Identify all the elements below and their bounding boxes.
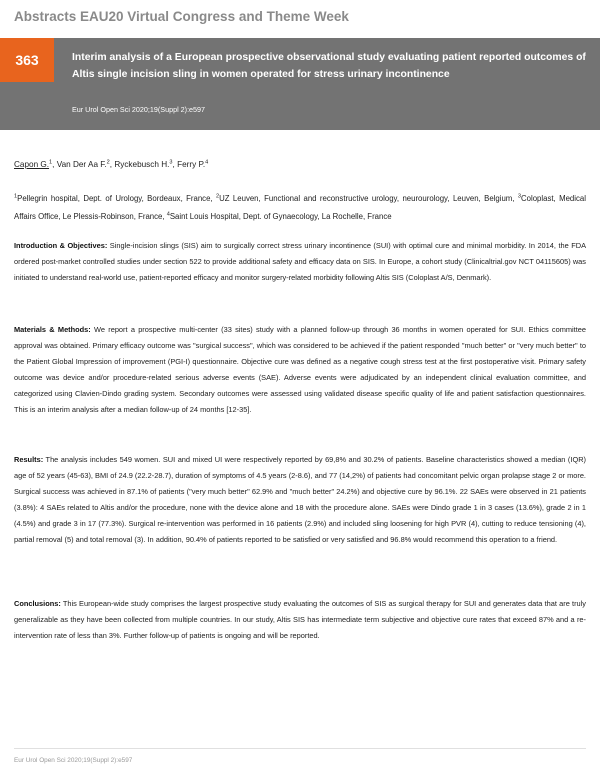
author-sup: 4 [205,159,209,166]
footer-citation: Eur Urol Open Sci 2020;19(Suppl 2):e597 [14,757,133,764]
section-text: This European-wide study comprises the largest prospective study evaluating the outcomes of SIS as surgical therapy for SUI and generates data that are truly generalizable as they have been collected from multiple countries. In our study, Altis SIS has intermediate term subjective and objective cure rates that exceed 87% and a re-intervention rate of less than 3%. Further follow-up of patients is ongoing and will be reported. [14,599,586,640]
abstract-title: Interim analysis of a European prospective observational study evaluating patient reported outcomes of Altis single incision sling in women operated for stress urinary incontinence [72,52,586,80]
section-text: We report a prospective multi-center (33 sites) study with a planned follow-up through 36 months in women operated for SUI. Ethics committee approval was obtained. Primary efficacy outcome was "surgical success", which was considered to be achieved if the patient responded "much better" or "very much better" to the Patient Global Impression of improvement (PGI-I) questionnaire. Objective cure was defined as a negative cough stress test at the first postoperative visit. Primary safety outcome was device and/or procedure-related serious adverse events (SAE). Adverse events were adjudicated by an independent clinical evaluation committee, and categorized using Clavien-Dindo grading system. Secondary outcomes were assessed using validated disease specific quality of life and patient satisfaction questionnaires. This is an interim analysis after a median follow-up of 24 months [12-35]. [14,325,586,414]
section-results [14,452,586,548]
section-text: The analysis includes 549 women. SUI and mixed UI were respectively reported by 69,8% and 30.2% of patients. Baseline characteristics showed a median (IQR) age of 52 years (45-63), BMI of 24.9 (22.2-28.7), duration of symptoms of 4.5 years (2-8.6), and 77 (14,2%) of patients had concomitant pelvic organ prolapse stage 2 or more. Surgical success was achieved in 87.1% of patients ("very much better" 62.9% and "much better" 24.2%) and objective cure by 96.1%. 22 SAEs were observed in 21 patients (3.8%): 4 SAEs related to Altis and/or the procedure, none with the device alone and 18 with the procedure alone. SAEs were Dindo grade 1 in 3 cases (13.6%), grade 2 in 1 (4.5%) and grade 3 in 17 (77.3%). Surgical re-intervention was performed in 16 patients (2.9%) and included sling loosening for high PVR (4), cutting to reduce tensioning (4), partial removal (5) and total removal (3). In addition, 90.4% of patients reported to be satisfied or very satisfied and 96.8% would recommend this operation to a friend. [14,455,586,544]
section-heading: Conclusions: [14,599,61,608]
footer-divider [14,748,586,749]
section-introduction [14,238,586,286]
abstract-citation: Eur Urol Open Sci 2020;19(Suppl 2):e597 [72,105,206,114]
affiliation-sup: 4 [166,211,170,218]
section-heading: Introduction & Objectives: [14,241,108,250]
section-heading: Materials & Methods: [14,325,91,334]
affiliation-sup: 2 [216,193,220,200]
affiliations [14,190,586,226]
affiliation-text: Pellegrin hospital, Dept. of Urology, Bordeaux, France, [17,194,216,203]
author-name: Ferry P. [177,160,206,169]
congress-title: Abstracts EAU20 Virtual Congress and Theme Week [14,9,349,24]
section-heading: Results: [14,455,44,464]
author-name: Van Der Aa F. [56,160,107,169]
section-methods [14,322,586,418]
affiliation-sup: 3 [517,193,522,200]
section-text: Single-incision slings (SIS) aim to surgically correct stress urinary incontinence (SUI) with optimal cure and minimal morbidity. In 2014, the FDA ordered post-market controlled studies under section 522 to provide additional safety and efficacy data on SIS. In Europe, a cohort study (Clinicaltrial.gov NCT 04115605) was initiated to understand real-world use, patient-reported efficacy and monitor surgery-related morbidity following Altis SIS (Coloplast A/S, Denmark). [14,241,587,282]
affiliation-text: Coloplast, Medical Affairs Office, Le Plessis-Robinson, France, [14,194,586,221]
author-name: Ryckebusch H. [114,160,170,169]
section-conclusions [14,596,586,644]
author-name: Capon G. [14,160,50,169]
affiliation-text: UZ Leuven, Functional and reconstructive urology, neurourology, Leuven, Belgium, [219,194,518,203]
author-list: Capon G.$^1$, Van Der Aa F.$^2$, Ryckebusch H.$^3$, Ferry P.$^4$ [14,159,209,169]
affiliation-text: Saint Louis Hospital, Dept. of Gynaecology, La Rochelle, France [169,212,392,221]
abstract-number-badge: 363 [0,38,54,82]
affiliation-sup: 1 [14,193,18,200]
author-sup: 3 [169,159,173,166]
abstract-banner [0,38,600,130]
author-sup: 2 [106,159,110,166]
author-sup: 1 [49,159,53,166]
